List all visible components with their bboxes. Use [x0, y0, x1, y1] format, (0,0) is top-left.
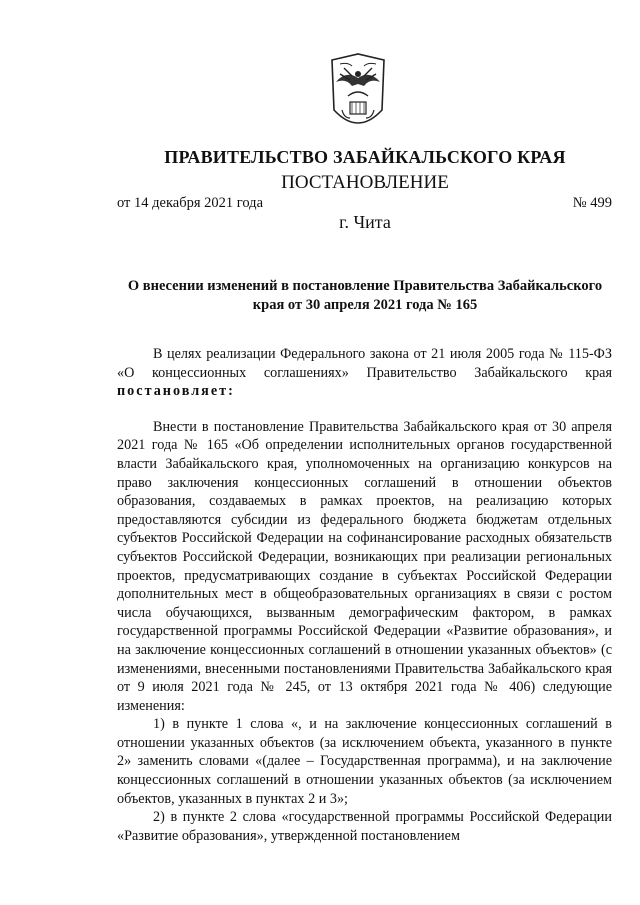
- document-city: г. Чита: [339, 212, 391, 232]
- amendment-paragraph: Внести в постановление Правительства Забайкальского края от 30 апреля 2021 года № 165 «Об определении исполнительных органов государственной власти Забайкальского края, уполномоченных на организацию конкурсов на право заключения концессионных соглашений в отношении объектов образования, создаваемых в рамках проектов, на реализацию которых предоставляются субсидии из федерального бюджета бюджетам отдельных субъектов Российской Федерации на софинансирование расходных обязательств субъектов Российской Федерации, возникающих при реализации региональных проектов, предусматривающих создание в субъектах Российской Федерации дополнительных мест в общеобразовательных организациях в связи с ростом числа обучающихся, вызванным демографическим фактором, в рамках государственной программы Российской Федерации «Развитие образования», и на заключение концессионных соглашений в отношении указанных объектов» (с изменениями, внесенными постановлениями Правительства Забайкальского края от 9 июля 2021 года № 245, от 13 октября 2021 года № 406) следующие изменения:: [117, 418, 612, 714]
- document-body: [117, 345, 612, 845]
- preamble-text: В целях реализации Федерального закона от 21 июля 2005 года № 115-ФЗ «О концессионных соглашениях» Правительство Забайкальского края: [117, 346, 612, 381]
- document-type: ПОСТАНОВЛЕНИЕ: [281, 172, 449, 193]
- list-item: 1) в пункте 1 слова «, и на заключение концессионных соглашений в отношении указанных объектов (за исключением объекта, указанного в пункте 2» заменить словами «(далее – Государственная программа), и на заключение концессионных соглашений в отношении указанных объектов (за исключением объектов, указанных в пунктах 2 и 3»;: [117, 716, 612, 807]
- list-item: 2) в пункте 2 слова «государственной программы Российской Федерации «Развитие образования», утвержденной постановлением: [117, 809, 612, 844]
- document-date: от 14 декабря 2021 года: [117, 195, 263, 211]
- preamble-paragraph: [117, 345, 612, 401]
- organization-title: ПРАВИТЕЛЬСТВО ЗАБАЙКАЛЬСКОГО КРАЯ: [164, 147, 566, 167]
- coat-of-arms-eagle-icon: [326, 52, 390, 138]
- resolves-emphasis: постановляет:: [117, 383, 235, 400]
- emblem: [326, 52, 390, 138]
- document-number: № 499: [572, 195, 612, 211]
- document-subject: О внесении изменений в постановление Правительства Забайкальского края от 30 апреля 2021 года № 165: [127, 278, 603, 313]
